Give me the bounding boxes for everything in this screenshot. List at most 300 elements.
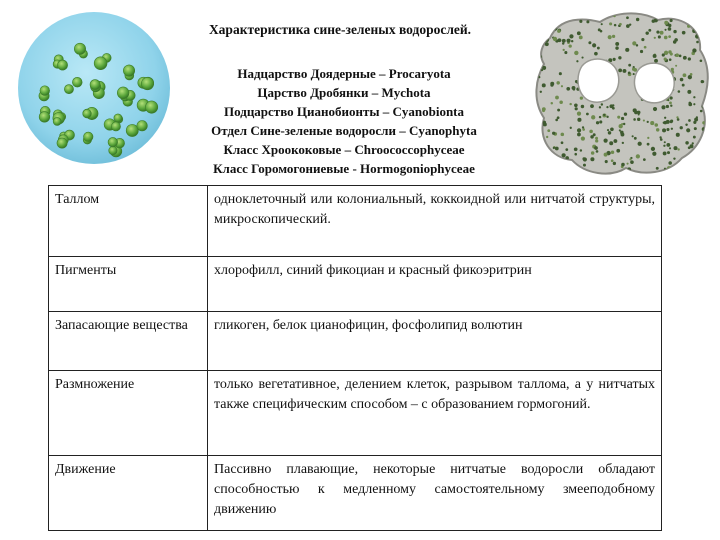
cell-granule	[679, 54, 682, 57]
row-label: Запасающие вещества	[49, 312, 208, 371]
cell-granule	[637, 118, 640, 121]
cell-granule	[683, 73, 687, 77]
cell-granule	[688, 166, 691, 169]
cell-granule	[619, 23, 622, 26]
cell-granule	[607, 129, 609, 131]
cell-granule	[618, 56, 621, 59]
cell-granule	[673, 30, 676, 33]
cell-granule	[688, 57, 691, 60]
cell-granule	[567, 39, 571, 43]
cell-granule	[577, 118, 581, 122]
row-label: Размножение	[49, 371, 208, 456]
cell-granule	[633, 118, 636, 121]
cell-granule	[619, 124, 623, 128]
cell-granule	[562, 42, 564, 44]
cell-granule	[596, 150, 599, 153]
cell-granule	[609, 104, 613, 108]
cell-granule	[557, 165, 560, 168]
cell-granule	[633, 68, 637, 72]
cell-granule	[704, 154, 708, 158]
cell-granule	[647, 143, 650, 146]
cell-granule	[579, 20, 582, 23]
cell-granule	[671, 68, 674, 71]
cell-granule	[698, 172, 702, 176]
cell-granule	[680, 78, 684, 82]
cell-granule	[622, 69, 626, 73]
cell-granule	[627, 163, 629, 165]
cell-granule	[690, 144, 694, 148]
table-row	[49, 312, 662, 371]
cell-granule	[671, 128, 673, 130]
cell-granule	[608, 131, 611, 134]
cell-granule	[565, 148, 568, 151]
cell-granule	[599, 106, 601, 108]
cell-granule	[609, 22, 612, 25]
cell-granule	[650, 121, 654, 125]
algae-colony-thallus-micrograph	[530, 8, 715, 180]
cell-granule	[668, 161, 672, 165]
cell-granule	[609, 141, 613, 145]
cell-granule	[563, 49, 565, 51]
cell-granule	[569, 44, 572, 47]
cell-granule	[622, 142, 624, 144]
cell-granule	[666, 128, 669, 131]
cell-granule	[655, 123, 659, 127]
cell-granule	[634, 137, 637, 140]
characteristics-table	[48, 185, 662, 531]
cell-granule	[570, 127, 572, 129]
cell-granule	[589, 130, 593, 134]
cell-granule	[673, 40, 676, 43]
cell-granule	[556, 81, 559, 84]
cell-granule	[670, 19, 673, 22]
cell-granule	[700, 59, 703, 62]
cell-granule	[582, 57, 584, 59]
cell-granule	[677, 148, 679, 150]
cell-granule	[623, 123, 625, 125]
cell-granule	[586, 113, 589, 116]
cell-granule	[648, 29, 651, 32]
cell-granule	[661, 105, 665, 109]
cell-granule	[540, 160, 543, 163]
cell-granule	[597, 16, 601, 20]
cell-granule	[658, 35, 661, 38]
cell-granule	[687, 90, 691, 94]
cell-granule	[706, 107, 709, 110]
cell-granule	[561, 85, 563, 87]
cell-granule	[694, 127, 697, 130]
cell-granule	[607, 12, 611, 16]
algae-cell	[84, 132, 93, 141]
cell-granule	[626, 24, 630, 28]
cell-granule	[662, 128, 666, 132]
cell-granule	[665, 29, 667, 31]
algae-cell	[108, 137, 118, 147]
cell-granule	[542, 66, 546, 70]
cell-granule	[623, 174, 626, 177]
cell-granule	[558, 38, 562, 42]
row-value: только вегетативное, делением клеток, разрывом таллома, а у нитчатых также специфическим способом – с образованием гормогоний.	[208, 371, 662, 456]
cell-granule	[688, 119, 691, 122]
cell-granule	[559, 72, 562, 75]
row-label: Движение	[49, 456, 208, 531]
algae-cell	[72, 77, 82, 87]
algae-cell	[109, 146, 117, 154]
cell-granule	[643, 119, 645, 121]
cell-granule	[566, 16, 568, 18]
cell-granule	[614, 174, 616, 176]
cell-granule	[596, 121, 599, 124]
cell-granule	[577, 133, 581, 137]
algae-cell	[58, 60, 68, 70]
cell-granule	[606, 106, 608, 108]
cell-granule	[540, 159, 544, 163]
cell-granule	[670, 105, 672, 107]
cell-granule	[668, 174, 671, 177]
cell-granule	[653, 107, 657, 111]
cell-granule	[566, 87, 570, 91]
cell-granule	[582, 157, 585, 160]
cell-granule	[633, 73, 635, 75]
cell-granule	[621, 163, 625, 167]
cell-granule	[575, 107, 578, 110]
cell-granule	[555, 147, 559, 151]
cell-granule	[664, 36, 668, 40]
cell-granule	[668, 35, 671, 38]
algae-cell	[39, 112, 50, 123]
taxonomy-line: Надцарство Доядерные – Procaryota	[237, 66, 451, 81]
cell-granule	[643, 158, 646, 161]
cell-granule	[708, 114, 711, 117]
cell-granule	[667, 99, 669, 101]
cell-granule	[574, 153, 577, 156]
taxonomy-line: Класс Хроококовые – Chroococcophyceae	[223, 142, 465, 157]
cell-granule	[577, 128, 581, 132]
cell-granule	[644, 46, 647, 49]
cell-granule	[647, 137, 649, 139]
cell-granule	[572, 86, 576, 90]
cell-granule	[582, 126, 584, 128]
cell-granule	[604, 153, 608, 157]
cell-granule	[664, 58, 667, 61]
cell-granule	[688, 75, 692, 79]
cell-granule	[615, 46, 618, 49]
cell-granule	[656, 128, 659, 131]
cell-granule	[538, 21, 541, 24]
cell-granule	[691, 157, 695, 161]
cell-granule	[606, 116, 608, 118]
cell-granule	[685, 141, 688, 144]
cell-granule	[704, 26, 707, 29]
table-row	[49, 186, 662, 257]
cell-granule	[707, 151, 709, 153]
cell-granule	[599, 120, 602, 123]
table-row	[49, 456, 662, 531]
cell-granule	[562, 153, 566, 157]
cell-granule	[629, 158, 631, 160]
cell-granule	[592, 43, 596, 47]
cell-granule	[625, 48, 629, 52]
cell-granule	[632, 135, 634, 137]
cell-granule	[636, 154, 640, 158]
row-label: Таллом	[49, 186, 208, 257]
cell-granule	[703, 13, 707, 17]
algae-cell	[114, 114, 122, 122]
cell-granule	[590, 157, 594, 161]
cell-granule	[580, 149, 582, 151]
cell-granule	[611, 159, 614, 162]
row-label: Пигменты	[49, 257, 208, 312]
cell-granule	[550, 82, 554, 86]
cell-granule	[708, 155, 711, 158]
cell-granule	[546, 154, 550, 158]
cell-granule	[647, 121, 649, 123]
cell-granule	[553, 37, 557, 41]
cell-granule	[537, 27, 539, 29]
cell-granule	[630, 160, 634, 164]
cell-granule	[634, 175, 636, 177]
cell-granule	[662, 53, 665, 56]
cell-granule	[612, 35, 615, 38]
cell-granule	[539, 151, 543, 155]
cell-granule	[605, 160, 608, 163]
cell-granule	[678, 90, 681, 93]
cell-granule	[617, 116, 620, 119]
cell-granule	[613, 162, 616, 165]
cell-granule	[550, 18, 554, 22]
taxonomy-list	[150, 64, 538, 178]
cell-granule	[660, 31, 664, 35]
cell-granule	[579, 36, 583, 40]
cell-granule	[542, 142, 544, 144]
algae-cell	[94, 57, 107, 70]
cell-granule	[582, 128, 585, 131]
cell-granule	[651, 147, 655, 151]
table-row	[49, 371, 662, 456]
cell-granule	[590, 104, 594, 108]
row-value: одноклеточный или колониальный, коккоидной или нитчатой структуры, микроскопический.	[208, 186, 662, 257]
cell-granule	[703, 143, 706, 146]
cell-granule	[616, 149, 620, 153]
cell-granule	[549, 168, 552, 171]
cell-granule	[590, 135, 593, 138]
cell-granule	[700, 161, 704, 165]
cell-granule	[636, 44, 638, 46]
cell-granule	[676, 133, 680, 137]
cell-granule	[610, 127, 614, 131]
cell-granule	[608, 35, 612, 39]
cell-granule	[670, 120, 673, 123]
cell-granule	[694, 14, 698, 18]
cell-granule	[681, 163, 685, 167]
cell-granule	[562, 39, 566, 43]
cell-granule	[626, 16, 629, 19]
cell-granule	[599, 116, 601, 118]
cell-granule	[545, 42, 549, 46]
cell-granule	[670, 96, 673, 99]
cell-granule	[561, 133, 565, 137]
cell-granule	[591, 151, 595, 155]
cell-granule	[653, 54, 657, 58]
cell-granule	[632, 41, 636, 45]
cell-granule	[677, 118, 680, 121]
cell-granule	[663, 13, 667, 17]
cell-granule	[576, 60, 578, 62]
row-value: гликоген, белок цианофицин, фосфолипид волютин	[208, 312, 662, 371]
algae-cell	[40, 86, 50, 96]
cell-granule	[703, 169, 706, 172]
cell-granule	[603, 139, 607, 143]
table-row	[49, 257, 662, 312]
cell-granule	[696, 41, 699, 44]
algae-cell	[53, 117, 61, 125]
cell-granule	[620, 131, 624, 135]
cell-granule	[557, 109, 560, 112]
cell-granule	[652, 152, 656, 156]
cell-granule	[640, 50, 643, 53]
cell-granule	[666, 105, 669, 108]
cell-granule	[618, 68, 622, 72]
cell-granule	[597, 47, 600, 50]
cell-granule	[688, 102, 691, 105]
cell-granule	[693, 96, 695, 98]
cell-granule	[591, 115, 595, 119]
cell-granule	[707, 23, 710, 26]
cell-granule	[628, 72, 631, 75]
cell-granule	[673, 157, 675, 159]
cell-granule	[542, 84, 544, 86]
cell-granule	[546, 136, 548, 138]
cell-granule	[680, 126, 683, 129]
cell-granule	[577, 111, 581, 115]
cell-granule	[546, 25, 549, 28]
algae-cell	[74, 43, 85, 54]
cell-granule	[555, 96, 559, 100]
cell-granule	[701, 80, 704, 83]
cell-granule	[663, 145, 665, 147]
cell-granule	[664, 117, 666, 119]
cell-granule	[613, 58, 616, 61]
algae-cell	[137, 121, 147, 131]
cell-granule	[613, 139, 617, 143]
cell-granule	[539, 132, 541, 134]
cell-granule	[654, 59, 658, 63]
cell-granule	[652, 19, 656, 23]
cell-granule	[552, 132, 555, 135]
cell-granule	[581, 105, 584, 108]
cell-granule	[692, 142, 694, 144]
cell-granule	[614, 24, 617, 27]
cell-granule	[669, 102, 672, 105]
cell-granule	[574, 51, 578, 55]
cell-granule	[595, 137, 598, 140]
algae-cell	[64, 85, 73, 94]
cell-granule	[601, 103, 603, 105]
cell-granule	[668, 27, 672, 31]
cell-granule	[676, 116, 678, 118]
cell-granule	[675, 53, 679, 57]
cell-granule	[693, 136, 696, 139]
cell-granule	[664, 21, 668, 25]
cell-granule	[666, 143, 670, 147]
cell-granule	[628, 64, 631, 67]
cell-granule	[706, 172, 708, 174]
cell-granule	[540, 38, 544, 42]
cell-granule	[601, 23, 603, 25]
cell-granule	[569, 34, 573, 38]
cell-granule	[615, 42, 619, 46]
cell-granule	[669, 170, 673, 174]
algae-cell	[117, 87, 129, 99]
cell-granule	[559, 16, 562, 19]
cell-granule	[547, 129, 550, 132]
cell-granule	[638, 113, 640, 115]
cell-granule	[551, 102, 553, 104]
cell-granule	[693, 103, 695, 105]
cell-granule	[595, 139, 598, 142]
cell-granule	[548, 154, 551, 157]
cell-granule	[673, 146, 677, 150]
cell-granule	[600, 30, 603, 33]
cell-granule	[668, 24, 671, 27]
cell-granule	[692, 48, 696, 52]
cell-granule	[561, 141, 564, 144]
cell-granule	[594, 146, 598, 150]
cell-granule	[586, 20, 589, 23]
cell-granule	[633, 108, 637, 112]
cell-granule	[571, 40, 573, 42]
taxonomy-line: Подцарство Цианобионты – Cyanobionta	[224, 104, 464, 119]
cell-granule	[663, 121, 667, 125]
cell-granule	[673, 171, 677, 175]
cell-granule	[638, 142, 642, 146]
cell-granule	[560, 163, 564, 167]
cell-granule	[669, 147, 671, 149]
cell-granule	[583, 164, 586, 167]
taxonomy-line: Отдел Сине-зеленые водоросли – Cyanophyta	[211, 123, 477, 138]
cell-granule	[682, 172, 684, 174]
cell-granule	[641, 38, 644, 41]
algae-cell	[111, 122, 120, 131]
cell-granule	[555, 119, 558, 122]
cell-granule	[667, 151, 670, 154]
algae-cell	[83, 109, 92, 118]
algae-cell	[90, 80, 100, 90]
cell-granule	[537, 59, 540, 62]
cell-granule	[659, 136, 661, 138]
cell-granule	[694, 118, 698, 122]
cell-granule	[708, 52, 710, 54]
cell-granule	[611, 151, 615, 155]
cell-granule	[656, 167, 659, 170]
cell-granule	[553, 147, 555, 149]
cell-granule	[558, 15, 560, 17]
cell-granule	[603, 114, 605, 116]
cell-granule	[664, 141, 666, 143]
cell-granule	[564, 51, 567, 54]
cell-granule	[686, 128, 690, 132]
cell-granule	[683, 56, 687, 60]
cell-granule	[574, 104, 578, 108]
blue-green-algae-colonies-micrograph	[18, 12, 170, 164]
cell-granule	[557, 29, 561, 33]
cell-granule	[624, 112, 627, 115]
cell-granule	[576, 173, 579, 176]
cell-granule	[682, 84, 685, 87]
cell-granule	[645, 31, 648, 34]
cell-granule	[577, 31, 581, 35]
cell-granule	[580, 97, 583, 100]
